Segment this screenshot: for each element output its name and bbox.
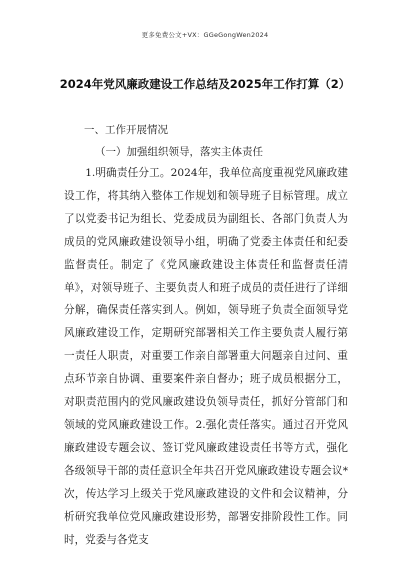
subsection-heading: （一）加强组织领导，落实主体责任 — [95, 146, 263, 158]
header-note: 更多免费公文+VX：GGeGongWen2024 — [141, 31, 269, 39]
body-paragraph: 1.明确责任分工。2024年，我单位高度重视党风廉政建设工作，将其纳入整体工作规划和领导班子目标管理。成立了以党委书记为组长、党委成员为副组长、各部门负责人为成员的党风廉政建设领导小组，明确了党委主体责任和纪委监督责任。制定了《党风廉政建设主体责任和监督责任清单》，对领导班子、主要负责人和班子成员的责任进行了详细分解，确保责任落实到人。例如，领导班子负责全面领导党风廉政建设工作，定期研究部署相关工作主要负责人履行第一责任人职责，对重要工作亲自部署重大问题亲自过问、重点环节亲自协调、重要案件亲自督办；班子成员根据分工，对职责范围内的党风廉政建设负领导责任，抓好分管部门和领域的党风廉政建设工作。2.强化责任落实。通过召开党风廉政建设专题会议、签订党风廉政建设责任书等方式，强化各级领导干部的责任意识全年共召开党风廉政建设专题会议*次，传达学习上级关于党风廉政建设的文件和会议精神，分析研究我单位党风廉政建设形势，部署安排阶段性工作。同时，党委与各党支 — [64, 167, 348, 546]
section-heading: 一、工作开展情况 — [84, 124, 168, 136]
document-title: 2024年党风廉政建设工作总结及2025年工作打算（2） — [59, 77, 351, 91]
